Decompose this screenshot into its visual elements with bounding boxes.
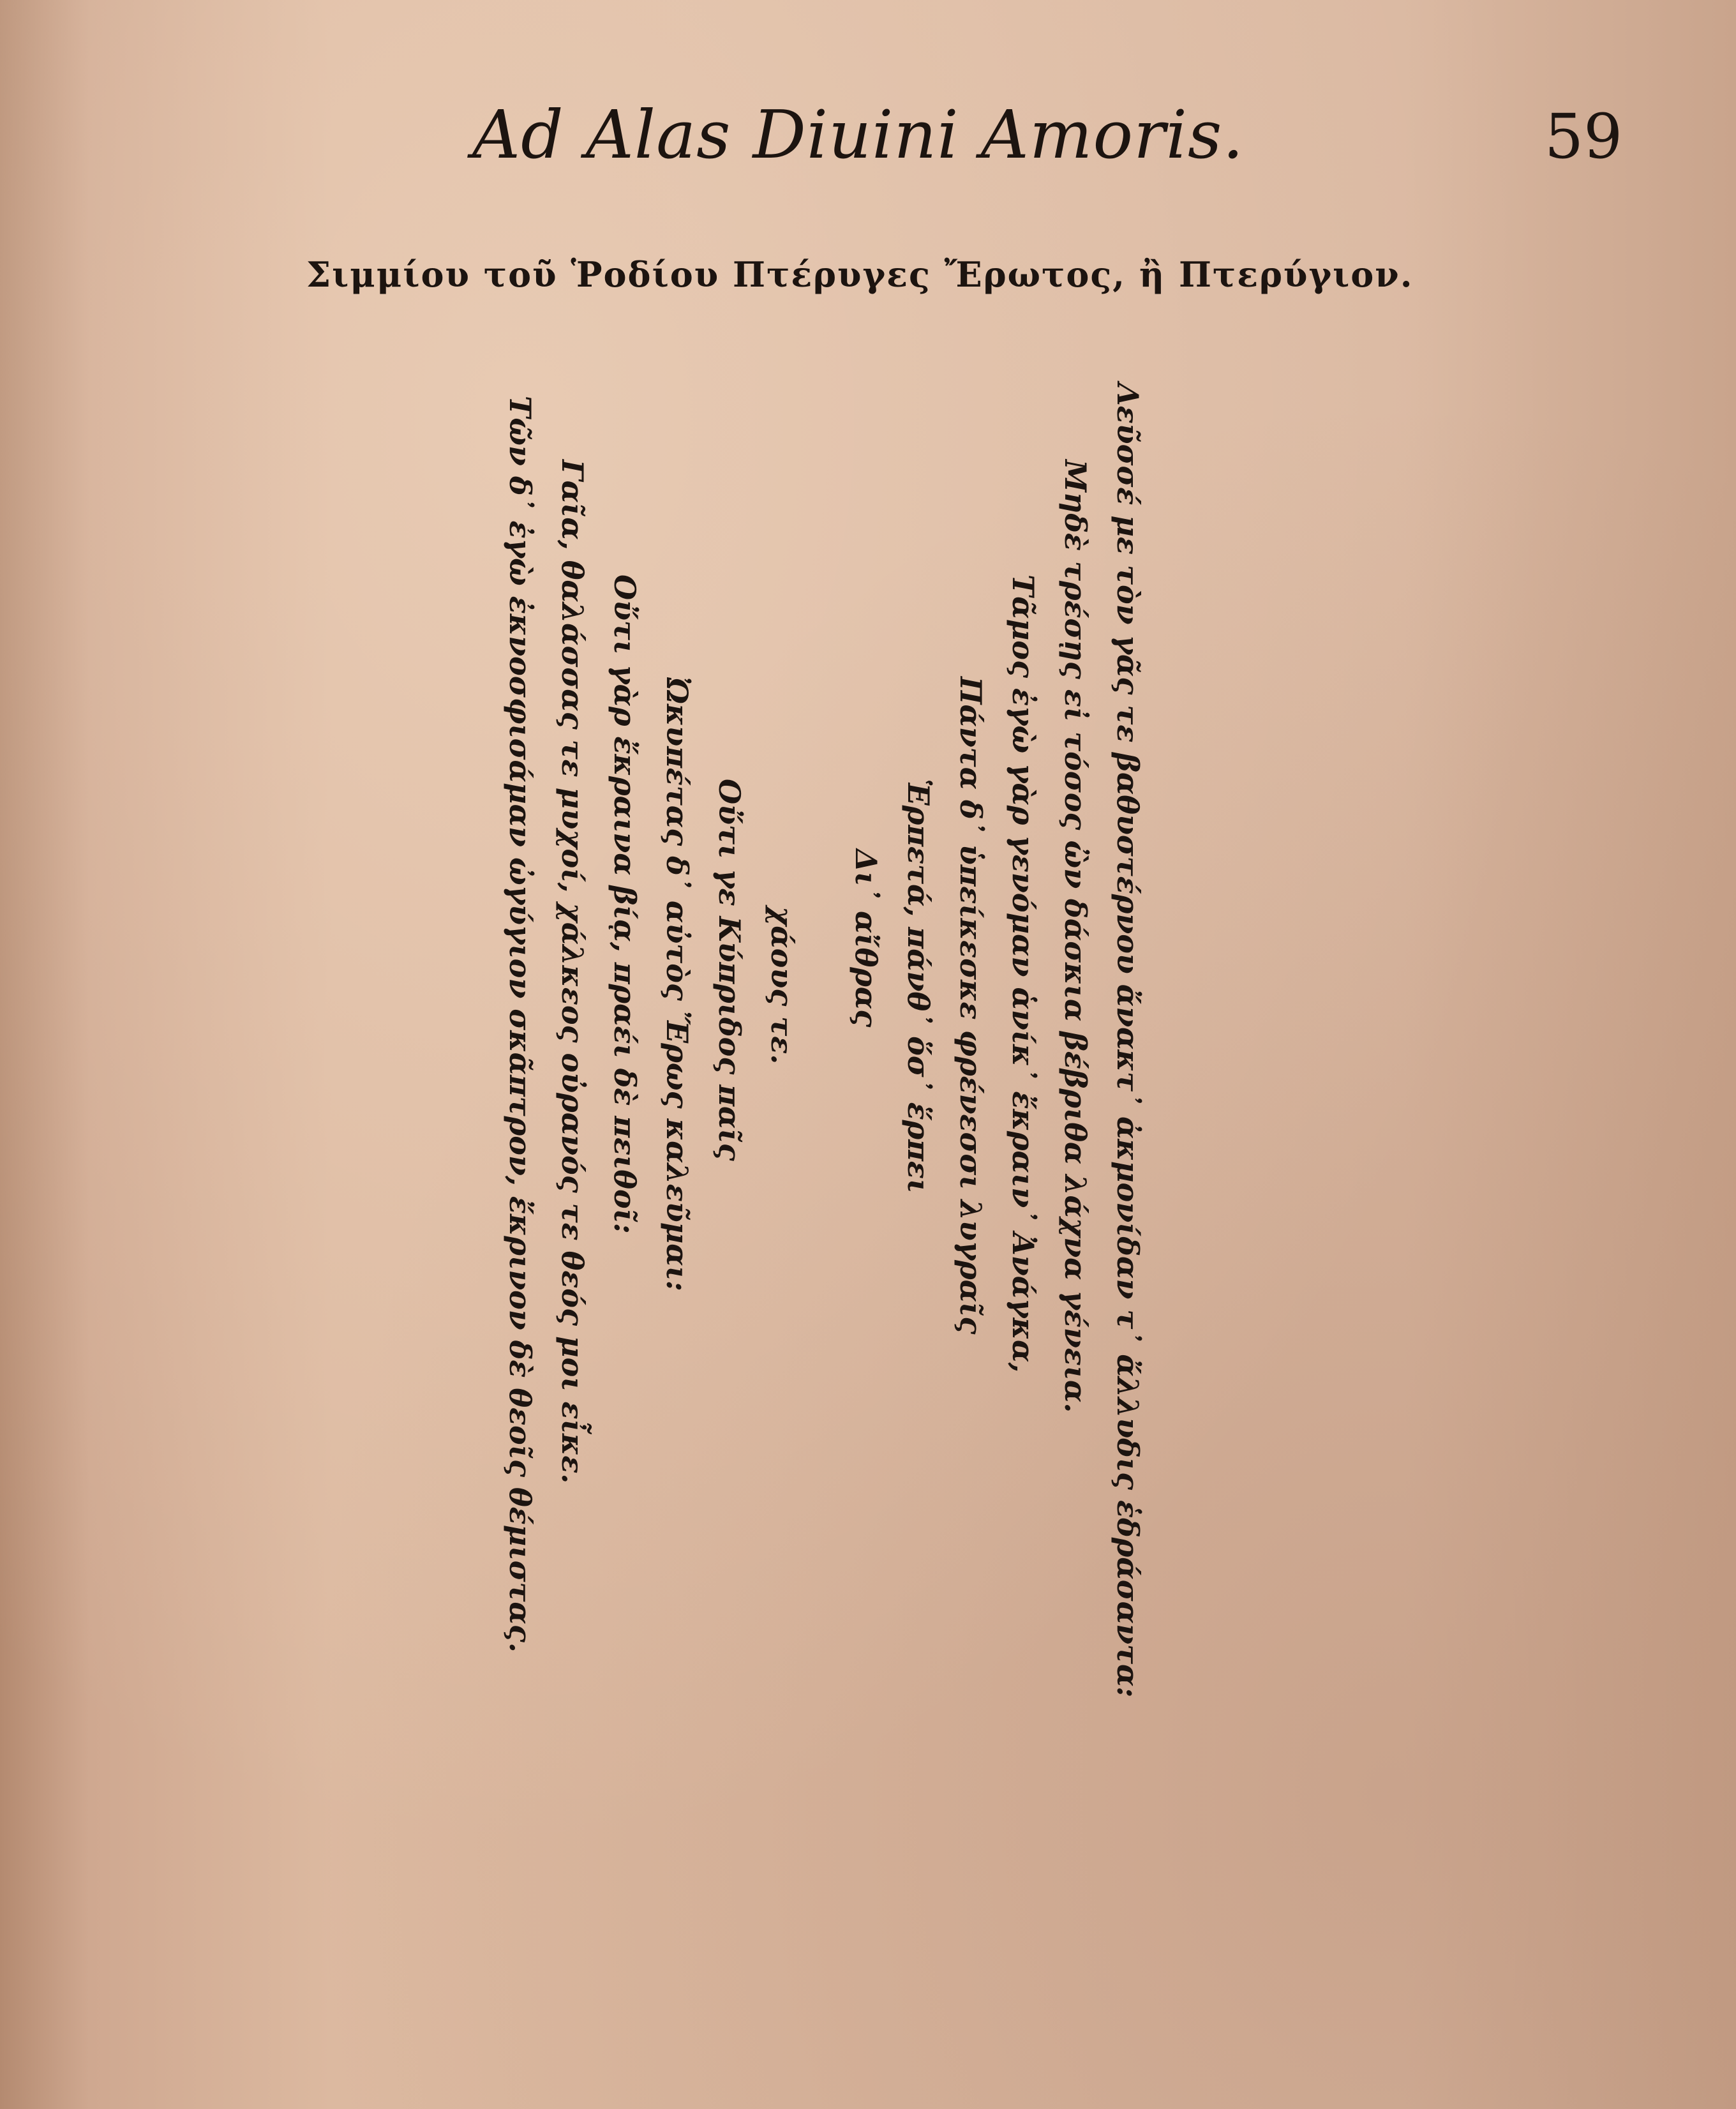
poem-line: Τῶν δ᾽ ἐγὼ ἐκνοσφισάμαν ὠγύγιον σκᾶπτρον, ἔκρινον δὲ θεοῖς θέμιστας.: [503, 396, 537, 1653]
poem-line: Δι᾽ αἴθρας: [849, 849, 883, 1028]
poem-title: Σιμμίου τοῦ Ῥοδίου Πτέρυγες Ἔρωτος, ἢ Πτερύγιον.: [306, 254, 1414, 295]
poem-line: Ἑρπετά, πάνθ᾽ ὅσ᾽ ἕρπει: [901, 779, 936, 1194]
poem-line: Λεῦσσέ με τὸν γᾶς τε βαθυστέρνου ἄνακτ᾽ ἀκμονίδαν τ᾽ ἄλλυδις ἑδράσαντα:: [1111, 383, 1145, 1698]
poem-line: Μηδὲ τρέσῃς εἰ τόσος ὢν δάσκια βέβριθα λάχνα γένεια.: [1058, 460, 1093, 1413]
page-number: 59: [1545, 101, 1623, 172]
poem-line: Οὔτι γὰρ ἔκραινα βίᾳ, πραέι δὲ πειθοῖ:: [608, 574, 642, 1234]
poem-line: Πάντα δ᾽ ὑπείκεσκε φρένεσσι λυγραῖς: [954, 677, 988, 1335]
poem-line: Οὔτι γε Κύπριδος παῖς: [712, 779, 747, 1161]
poem-line: Ὠκυπέτας δ᾽ αὐτὸς Ἔρως καλεῦμαι:: [660, 677, 694, 1291]
poem-line: Γαῖα, θαλάσσας τε μυχοί, χάλκεος οὐρανός τε θεός μοι εἶκε.: [555, 460, 590, 1484]
poem-line: χάους τε.: [765, 906, 799, 1065]
poem-line: Τᾶμος ἐγὼ γὰρ γενόμαν ἁνίκ᾽ ἔκραιν᾽ Ἀνάγκα,: [1006, 574, 1040, 1373]
running-head: Ad Alas Diuini Amoris.: [472, 96, 1245, 174]
